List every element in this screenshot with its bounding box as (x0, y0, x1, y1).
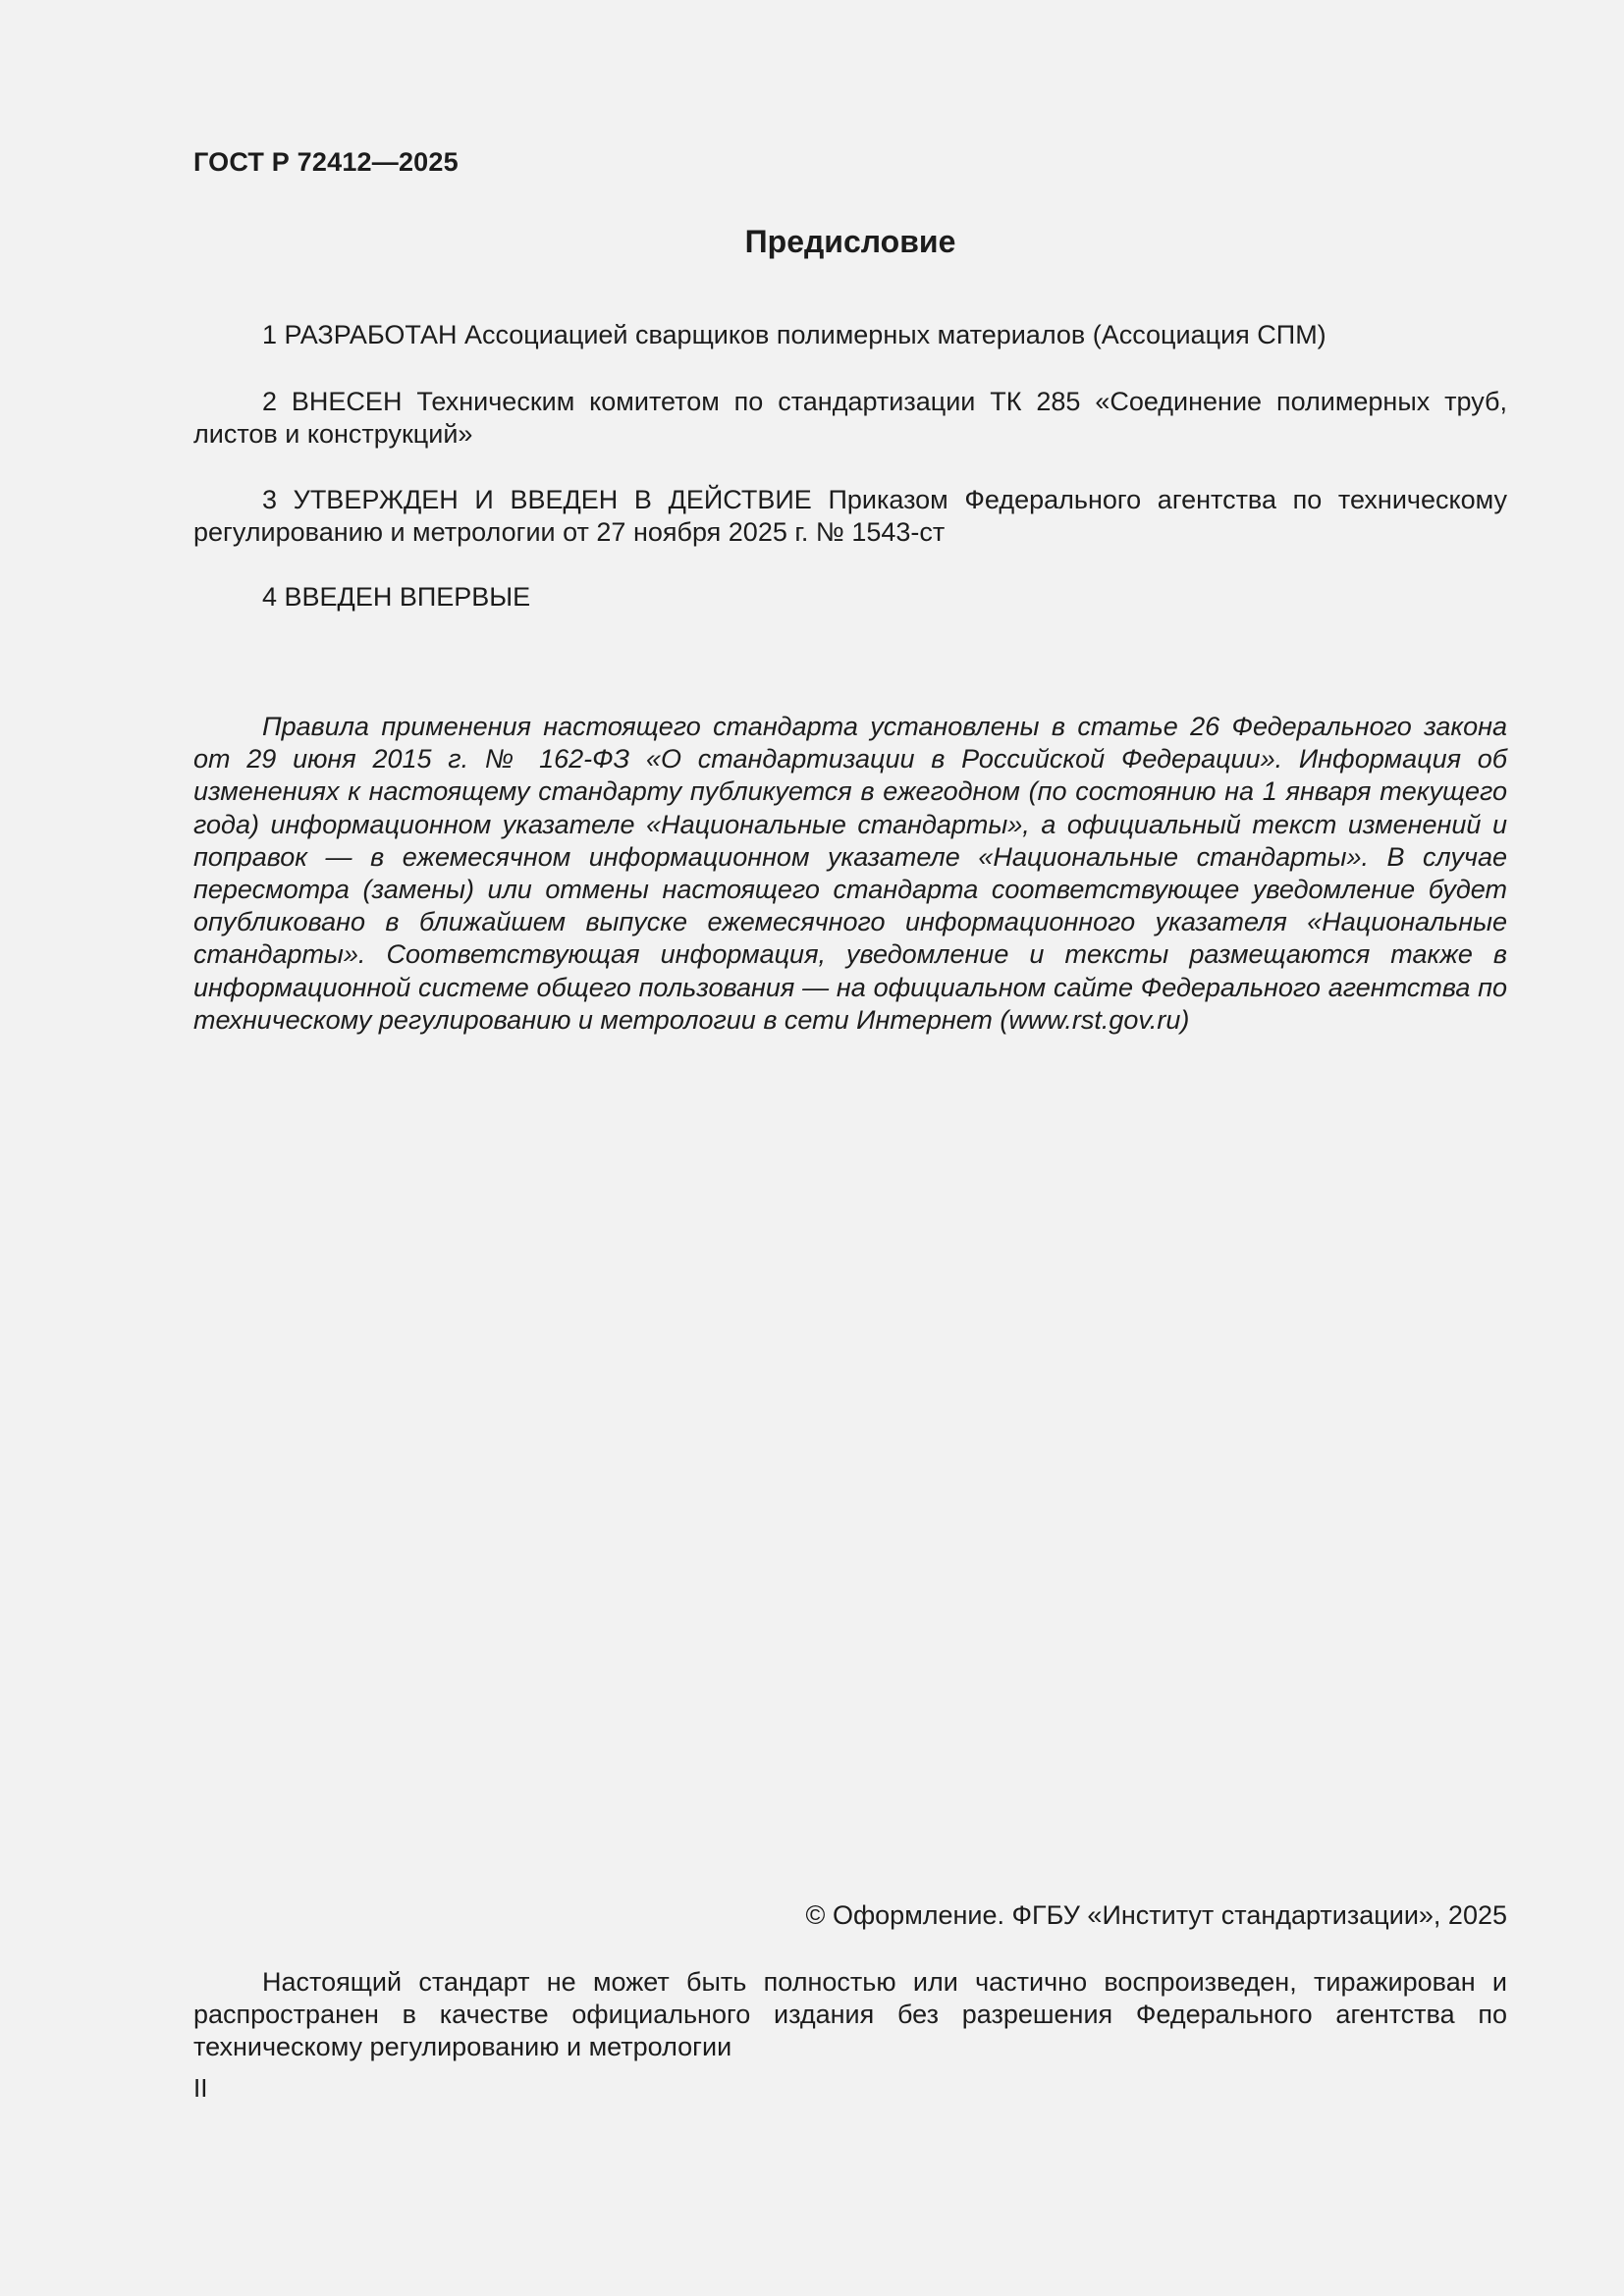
page-title: Предисловие (744, 224, 956, 259)
foreword-item-developed: 1 РАЗРАБОТАН Ассоциацией сварщиков полимерных материалов (Ассоциация СПМ) (262, 320, 1326, 349)
document-page (193, 0, 1507, 2296)
application-rules-notice: Правила применения настоящего стандарта установлены в статье 26 Федерального закона от 29 июня 2015 г. № 162-ФЗ «О стандартизации в Российской Федерации». Информация об изменениях к настоящему стандарту публикуется в ежегодном (по состоянию на 1 января текущего года) информационном указателе «Национальные стандарты», а официальный текст изменений и поправок — в ежемесячном информационном указателе «Национальные стандарты». В случае пересмотра (замены) или отмены настоящего стандарта соответствующее уведомление будет опубликовано в ближайшем выпуске ежемесячного информационного указателя «Национальные стандарты». Соответствующая информация, уведомление и тексты размещаются также в информационной системе общего пользования — на официальном сайте Федерального агентства по техническому регулированию и метрологии в сети Интернет (www.rst.gov.ru) (193, 712, 1507, 1035)
foreword-item-submitted: 2 ВНЕСЕН Техническим комитетом по стандартизации ТК 285 «Соединение полимерных труб, листов и конструкций» (193, 387, 1507, 449)
page-number: II (193, 2073, 208, 2103)
foreword-item-approved: 3 УТВЕРЖДЕН И ВВЕДЕН В ДЕЙСТВИЕ Приказом Федерального агентства по техническому регулированию и метрологии от 27 ноября 2025 г. № 1543-ст (193, 485, 1507, 547)
foreword-item-first-introduced: 4 ВВЕДЕН ВПЕРВЫЕ (262, 582, 531, 612)
document-code: ГОСТ Р 72412—2025 (193, 147, 459, 177)
reproduction-notice: Настоящий стандарт не может быть полностью или частично воспроизведен, тиражирован и распространен в качестве официального издания без разрешения Федерального агентства по техническому регулированию и метрологии (193, 1967, 1507, 2061)
copyright-line: © Оформление. ФГБУ «Институт стандартизации», 2025 (805, 1900, 1507, 1930)
